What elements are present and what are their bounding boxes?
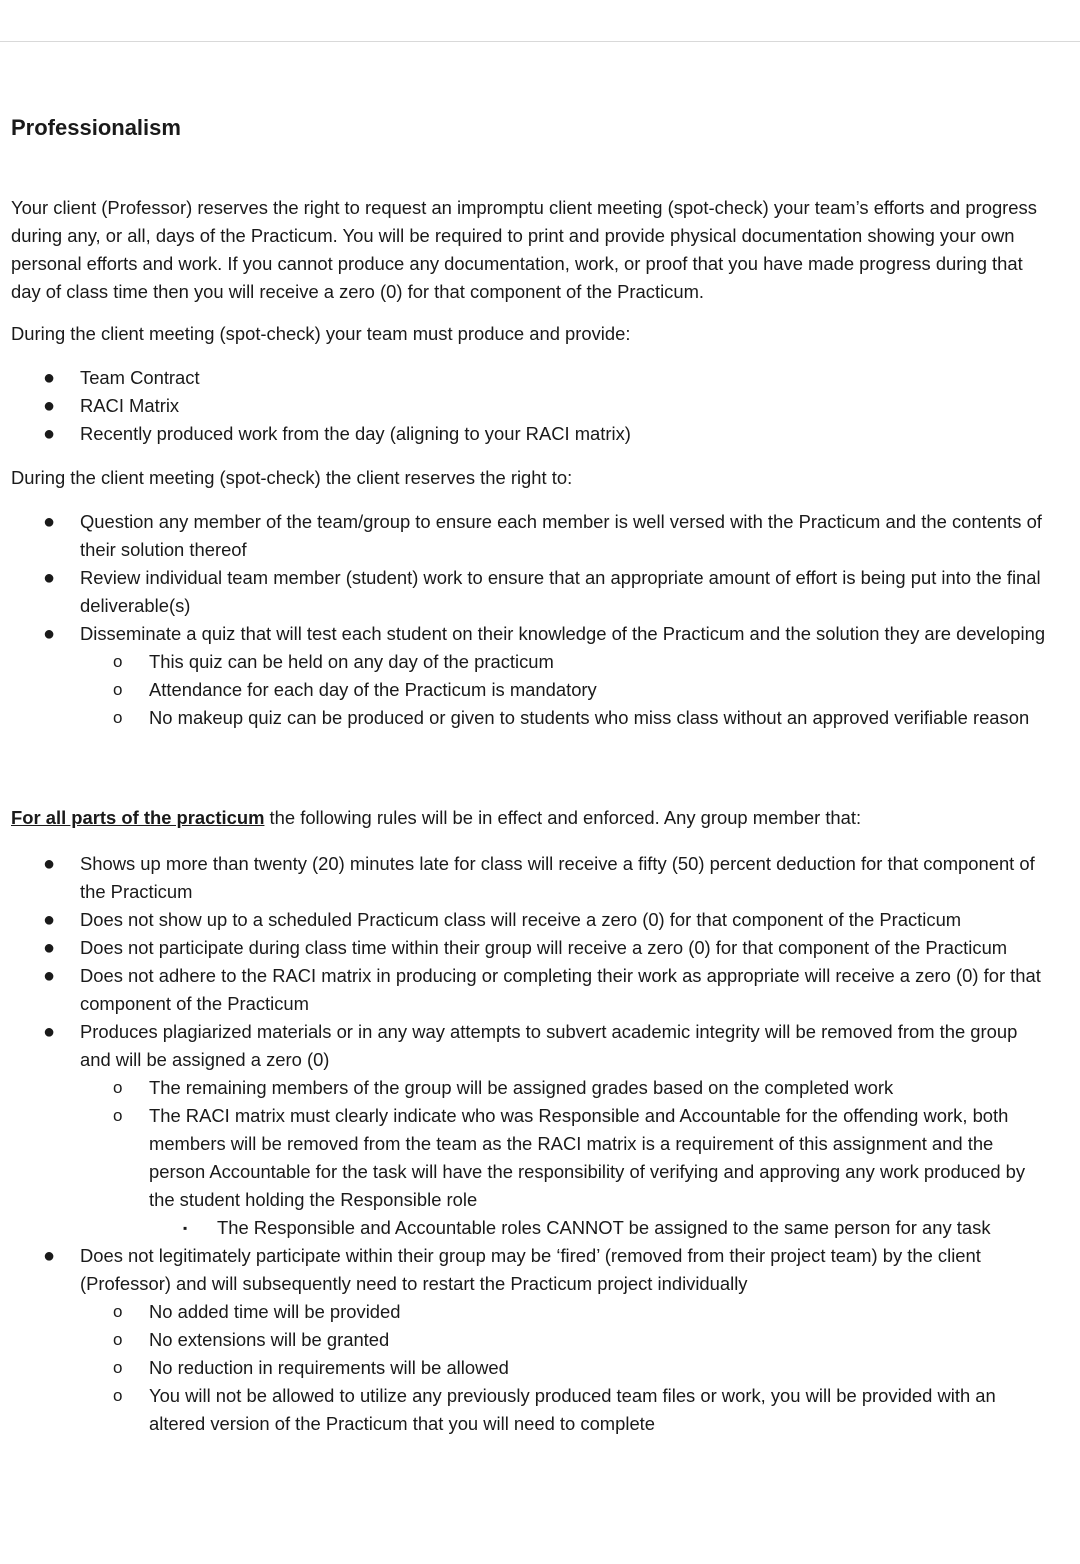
list-item: ● Does not participate during class time within their group will receive a zero (0) for that component of the Practicum bbox=[11, 934, 1051, 962]
list-item: ● Produces plagiarized materials or in any way attempts to subvert academic integrity will be removed from the group and will be assigned a zero (0) bbox=[11, 1018, 1051, 1074]
list-item: ● Does not adhere to the RACI matrix in producing or completing their work as appropriate will receive a zero (0) for that component of the Practicum bbox=[11, 962, 1051, 1018]
bullet-dot-icon: ● bbox=[43, 853, 56, 875]
list-item: o The remaining members of the group will be assigned grades based on the completed work bbox=[11, 1074, 1051, 1102]
rights-list bbox=[11, 508, 1051, 732]
bullet-dot-icon: ● bbox=[43, 395, 56, 417]
rules-heading bbox=[11, 804, 1046, 832]
bullet-dot-icon: ● bbox=[43, 623, 56, 645]
list-item: o Attendance for each day of the Practicum is mandatory bbox=[11, 676, 1051, 704]
rights-heading: During the client meeting (spot-check) the client reserves the right to: bbox=[11, 467, 573, 488]
bullet-dot-icon: ● bbox=[43, 511, 56, 533]
intro-paragraph: Your client (Professor) reserves the right to request an impromptu client meeting (spot-check) your team’s efforts and progress during any, or all, days of the Practicum. You will be required to print and provide physical documentation showing your own personal efforts and work. If you cannot produce any documentation, work, or proof that you have made progress during that day of class time then you will receive a zero (0) for that component of the Practicum. bbox=[11, 197, 1037, 302]
list-item: ● Question any member of the team/group to ensure each member is well versed with the Practicum and the contents of their solution thereof bbox=[11, 508, 1051, 564]
list-item: o No extensions will be granted bbox=[11, 1326, 1051, 1354]
list-item: o No reduction in requirements will be allowed bbox=[11, 1354, 1051, 1382]
list-item: ▪ The Responsible and Accountable roles CANNOT be assigned to the same person for any task bbox=[11, 1214, 1051, 1242]
bullet-circle-icon: o bbox=[113, 1330, 123, 1349]
bullet-circle-icon: o bbox=[113, 708, 123, 727]
bullet-circle-icon: o bbox=[113, 680, 123, 699]
bullet-dot-icon: ● bbox=[43, 367, 56, 389]
list-item: ● Team Contract bbox=[11, 364, 1051, 392]
bullet-circle-icon: o bbox=[113, 1302, 123, 1321]
bullet-dot-icon: ● bbox=[43, 965, 56, 987]
bullet-circle-icon: o bbox=[113, 1358, 123, 1377]
rules-list bbox=[11, 850, 1051, 1438]
list-item: ● Review individual team member (student) work to ensure that an appropriate amount of effort is being put into the final deliverable(s) bbox=[11, 564, 1051, 620]
bullet-dot-icon: ● bbox=[43, 423, 56, 445]
produce-heading: During the client meeting (spot-check) your team must produce and provide: bbox=[11, 323, 631, 344]
list-item: o You will not be allowed to utilize any previously produced team files or work, you will be provided with an altered version of the Practicum that you will need to complete bbox=[11, 1382, 1051, 1438]
list-item: ● Recently produced work from the day (aligning to your RACI matrix) bbox=[11, 420, 1051, 448]
bullet-dot-icon: ● bbox=[43, 1021, 56, 1043]
list-item: o The RACI matrix must clearly indicate who was Responsible and Accountable for the offending work, both members will be removed from the team as the RACI matrix is a requirement of this assignment and the person Accountable for the task will have the responsibility of verifying and approving any work produced by the student holding the Responsible role bbox=[11, 1102, 1051, 1214]
list-item: o This quiz can be held on any day of the practicum bbox=[11, 648, 1051, 676]
produce-list bbox=[11, 364, 1051, 448]
list-item: o No makeup quiz can be produced or given to students who miss class without an approved verifiable reason bbox=[11, 704, 1051, 732]
list-item: ● Does not show up to a scheduled Practicum class will receive a zero (0) for that component of the Practicum bbox=[11, 906, 1051, 934]
list-item: ● Disseminate a quiz that will test each student on their knowledge of the Practicum and the solution they are developing bbox=[11, 620, 1051, 648]
bullet-dot-icon: ● bbox=[43, 937, 56, 959]
bullet-dot-icon: ● bbox=[43, 909, 56, 931]
bullet-circle-icon: o bbox=[113, 1106, 123, 1125]
list-item: ● RACI Matrix bbox=[11, 392, 1051, 420]
bullet-square-icon: ▪ bbox=[183, 1221, 188, 1235]
top-divider bbox=[0, 41, 1080, 42]
rules-heading-text: the following rules will be in effect and enforced. Any group member that: bbox=[264, 807, 862, 828]
section-title: Professionalism bbox=[11, 115, 181, 140]
list-item: o No added time will be provided bbox=[11, 1298, 1051, 1326]
bullet-circle-icon: o bbox=[113, 652, 123, 671]
rules-heading-emphasis: For all parts of the practicum bbox=[11, 807, 265, 828]
list-item: ● Shows up more than twenty (20) minutes late for class will receive a fifty (50) percent deduction for that component of the Practicum bbox=[11, 850, 1051, 906]
bullet-circle-icon: o bbox=[113, 1078, 123, 1097]
list-item: ● Does not legitimately participate within their group may be ‘fired’ (removed from their project team) by the client (Professor) and will subsequently need to restart the Practicum project individually bbox=[11, 1242, 1051, 1298]
bullet-dot-icon: ● bbox=[43, 1245, 56, 1267]
bullet-dot-icon: ● bbox=[43, 567, 56, 589]
bullet-circle-icon: o bbox=[113, 1386, 123, 1405]
